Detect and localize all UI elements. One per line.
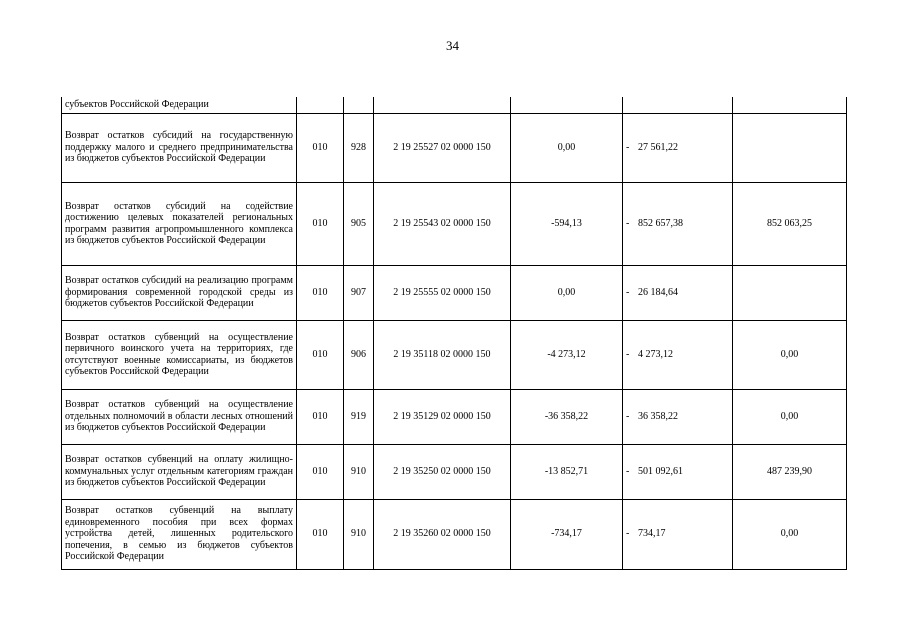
amount-column-2 — [623, 182, 733, 265]
amount-column-3: 852 063,25 — [733, 182, 847, 265]
row-description: Возврат остатков субвенций на осуществление первичного воинского учета на территориях, где отсутствуют военные комиссариаты, из бюджетов субъектов Российской Федерации — [62, 320, 297, 389]
amount-column-1: -13 852,71 — [511, 444, 623, 499]
admin-code: 907 — [344, 265, 374, 320]
admin-code: 919 — [344, 389, 374, 444]
dash-mark: - — [626, 410, 630, 422]
row-description: Возврат остатков субсидий на содействие достижению целевых показателей региональных программ развития агропромышленного комплекса из бюджетов субъектов Российской Федерации — [62, 182, 297, 265]
chapter-code: 010 — [297, 444, 344, 499]
budget-classification-code: 2 19 25527 02 0000 150 — [374, 113, 511, 182]
amount-column-3: 487 239,90 — [733, 444, 847, 499]
amount-column-1 — [511, 97, 623, 113]
amount-value: 4 273,12 — [638, 348, 673, 360]
page-number: 34 — [446, 38, 459, 53]
amount-column-2 — [623, 265, 733, 320]
amount-column-2 — [623, 389, 733, 444]
table-row — [62, 320, 847, 389]
budget-classification-code: 2 19 25555 02 0000 150 — [374, 265, 511, 320]
budget-classification-code: 2 19 35118 02 0000 150 — [374, 320, 511, 389]
admin-code — [344, 97, 374, 113]
chapter-code — [297, 97, 344, 113]
amount-value: 27 561,22 — [638, 141, 678, 153]
dash-mark: - — [626, 286, 630, 298]
amount-column-1: -594,13 — [511, 182, 623, 265]
chapter-code: 010 — [297, 389, 344, 444]
dash-mark: - — [626, 528, 630, 540]
admin-code: 906 — [344, 320, 374, 389]
row-description: Возврат остатков субсидий на государственную поддержку малого и среднего предпринимательства из бюджетов субъектов Российской Федерации — [62, 113, 297, 182]
admin-code: 928 — [344, 113, 374, 182]
dash-mark: - — [626, 141, 630, 153]
amount-value: 852 657,38 — [638, 217, 683, 229]
table-row — [62, 265, 847, 320]
amount-column-2 — [623, 444, 733, 499]
amount-value: 501 092,61 — [638, 465, 683, 477]
row-description: Возврат остатков субвенций на осуществление отдельных полномочий в области лесных отношений из бюджетов субъектов Российской Федерации — [62, 389, 297, 444]
row-description: субъектов Российской Федерации — [62, 97, 297, 113]
amount-column-2 — [623, 499, 733, 569]
amount-column-3 — [733, 113, 847, 182]
amount-column-1: -4 273,12 — [511, 320, 623, 389]
amount-column-3 — [733, 97, 847, 113]
amount-column-2 — [623, 113, 733, 182]
budget-classification-code: 2 19 25543 02 0000 150 — [374, 182, 511, 265]
amount-column-1: 0,00 — [511, 113, 623, 182]
budget-classification-code: 2 19 35260 02 0000 150 — [374, 499, 511, 569]
row-description: Возврат остатков субвенций на оплату жилищно-коммунальных услуг отдельным категориям граждан из бюджетов субъектов Российской Федерации — [62, 444, 297, 499]
amount-value: 26 184,64 — [638, 286, 678, 298]
table-row — [62, 113, 847, 182]
admin-code: 910 — [344, 444, 374, 499]
table-row — [62, 444, 847, 499]
dash-mark: - — [626, 217, 630, 229]
amount-value: 734,17 — [638, 528, 666, 540]
row-description: Возврат остатков субсидий на реализацию программ формирования современной городской среды из бюджетов субъектов Российской Федерации — [62, 265, 297, 320]
amount-column-2 — [623, 320, 733, 389]
table-row — [62, 182, 847, 265]
budget-classification-code — [374, 97, 511, 113]
report-table — [61, 97, 847, 570]
amount-column-1: 0,00 — [511, 265, 623, 320]
amount-column-1: -734,17 — [511, 499, 623, 569]
chapter-code: 010 — [297, 499, 344, 569]
amount-column-3: 0,00 — [733, 320, 847, 389]
amount-value: 36 358,22 — [638, 410, 678, 422]
chapter-code: 010 — [297, 320, 344, 389]
chapter-code: 010 — [297, 182, 344, 265]
table-row — [62, 97, 847, 113]
chapter-code: 010 — [297, 265, 344, 320]
budget-classification-code: 2 19 35250 02 0000 150 — [374, 444, 511, 499]
amount-column-3: 0,00 — [733, 499, 847, 569]
table-row — [62, 389, 847, 444]
dash-mark: - — [626, 348, 630, 360]
dash-mark: - — [626, 465, 630, 477]
amount-column-3 — [733, 265, 847, 320]
row-description: Возврат остатков субвенций на выплату единовременного пособия при всех формах устройства детей, лишенных родительского попечения, в семью из бюджетов субъектов Российской Федерации — [62, 499, 297, 569]
budget-classification-code: 2 19 35129 02 0000 150 — [374, 389, 511, 444]
admin-code: 910 — [344, 499, 374, 569]
amount-column-1: -36 358,22 — [511, 389, 623, 444]
amount-column-3: 0,00 — [733, 389, 847, 444]
admin-code: 905 — [344, 182, 374, 265]
amount-column-2 — [623, 97, 733, 113]
table-row — [62, 499, 847, 569]
chapter-code: 010 — [297, 113, 344, 182]
